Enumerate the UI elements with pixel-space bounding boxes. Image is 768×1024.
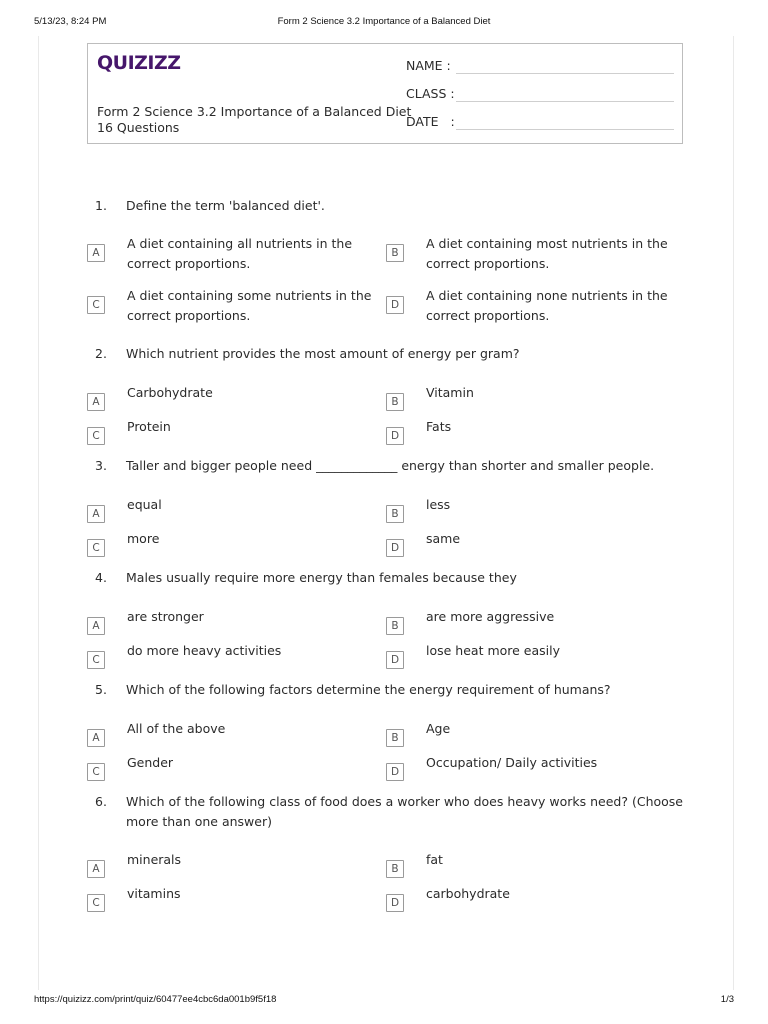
option-letter-box[interactable]: D [386, 296, 404, 314]
name-line[interactable] [456, 73, 674, 74]
option-letter-box[interactable]: B [386, 729, 404, 747]
option-text: fat [426, 852, 443, 867]
question-text: Which nutrient provides the most amount of energy per gram? [126, 346, 520, 361]
option-letter-box[interactable]: A [87, 860, 105, 878]
print-header [0, 16, 768, 30]
question-text: Which of the following factors determine the energy requirement of humans? [126, 682, 611, 697]
option-letter-box[interactable]: D [386, 539, 404, 557]
option-letter-box[interactable]: C [87, 651, 105, 669]
option-text: minerals [127, 852, 182, 867]
option-letter-box[interactable]: B [386, 393, 404, 411]
option-letter-box[interactable]: B [386, 505, 404, 523]
print-title: Form 2 Science 3.2 Importance of a Balanced Diet [277, 16, 491, 27]
question-text: Males usually require more energy than females because they [126, 570, 517, 585]
name-label: NAME : [406, 58, 451, 73]
option-text: less [426, 497, 451, 512]
option-text: A diet containing all nutrients in the correct proportions. [127, 236, 353, 271]
quiz-header-box [87, 43, 683, 144]
class-label: CLASS : [406, 86, 455, 101]
option-letter-box[interactable]: C [87, 894, 105, 912]
option-letter-box[interactable]: B [386, 617, 404, 635]
question-text: Define the term 'balanced diet'. [126, 198, 325, 213]
option-text: do more heavy activities [127, 643, 282, 658]
option-text: carbohydrate [426, 886, 510, 901]
option-text: are more aggressive [426, 609, 555, 624]
option-letter-box[interactable]: A [87, 617, 105, 635]
option-text: vitamins [127, 886, 181, 901]
option-text: are stronger [127, 609, 204, 624]
class-field[interactable] [406, 86, 674, 102]
date-label: DATE : [406, 114, 455, 129]
option-text: Gender [127, 755, 174, 770]
question-number: 1. [95, 198, 107, 213]
print-footer [0, 994, 768, 1008]
option-letter-box[interactable]: D [386, 427, 404, 445]
option-letter-box[interactable]: D [386, 894, 404, 912]
option-letter-box[interactable]: B [386, 244, 404, 262]
question-number: 3. [95, 458, 107, 473]
option-letter-box[interactable]: A [87, 244, 105, 262]
option-letter-box[interactable]: C [87, 763, 105, 781]
option-letter-box[interactable]: A [87, 729, 105, 747]
option-text: Age [426, 721, 451, 736]
print-url: https://quizizz.com/print/quiz/60477ee4cbc6da001b9f5f18 [34, 994, 277, 1005]
option-letter-box[interactable]: C [87, 296, 105, 314]
option-text: equal [127, 497, 162, 512]
question-number: 5. [95, 682, 107, 697]
option-text: All of the above [127, 721, 226, 736]
option-text: A diet containing none nutrients in the correct proportions. [426, 288, 668, 323]
date-line[interactable] [456, 129, 674, 130]
question-number: 2. [95, 346, 107, 361]
print-datetime: 5/13/23, 8:24 PM [34, 16, 107, 27]
option-text: A diet containing some nutrients in the correct proportions. [127, 288, 372, 323]
option-text: Fats [426, 419, 452, 434]
quiz-title: Form 2 Science 3.2 Importance of a Balanced Diet [97, 104, 412, 119]
option-letter-box[interactable]: A [87, 393, 105, 411]
question-number: 4. [95, 570, 107, 585]
option-text: Occupation/ Daily activities [426, 755, 598, 770]
page-number: 1/3 [720, 994, 734, 1005]
option-text: Carbohydrate [127, 385, 213, 400]
option-text: lose heat more easily [426, 643, 561, 658]
option-letter-box[interactable]: D [386, 651, 404, 669]
option-text: Vitamin [426, 385, 474, 400]
option-text: A diet containing most nutrients in the correct proportions. [426, 236, 668, 271]
option-letter-box[interactable]: D [386, 763, 404, 781]
option-letter-box[interactable]: C [87, 539, 105, 557]
quizizz-logo: QUIZIZZ [97, 52, 181, 74]
option-letter-box[interactable]: B [386, 860, 404, 878]
option-letter-box[interactable]: C [87, 427, 105, 445]
option-text: same [426, 531, 461, 546]
class-line[interactable] [456, 101, 674, 102]
option-text: Protein [127, 419, 171, 434]
question-text: Taller and bigger people need _____________ energy than shorter and smaller people. [126, 458, 655, 473]
question-count: 16 Questions [97, 120, 180, 135]
question-text: Which of the following class of food does a worker who does heavy works need? (Choose more than one answer) [126, 794, 684, 829]
date-field[interactable] [406, 114, 674, 130]
question-number: 6. [95, 794, 107, 809]
option-text: more [127, 531, 160, 546]
name-field[interactable] [406, 58, 674, 74]
option-letter-box[interactable]: A [87, 505, 105, 523]
